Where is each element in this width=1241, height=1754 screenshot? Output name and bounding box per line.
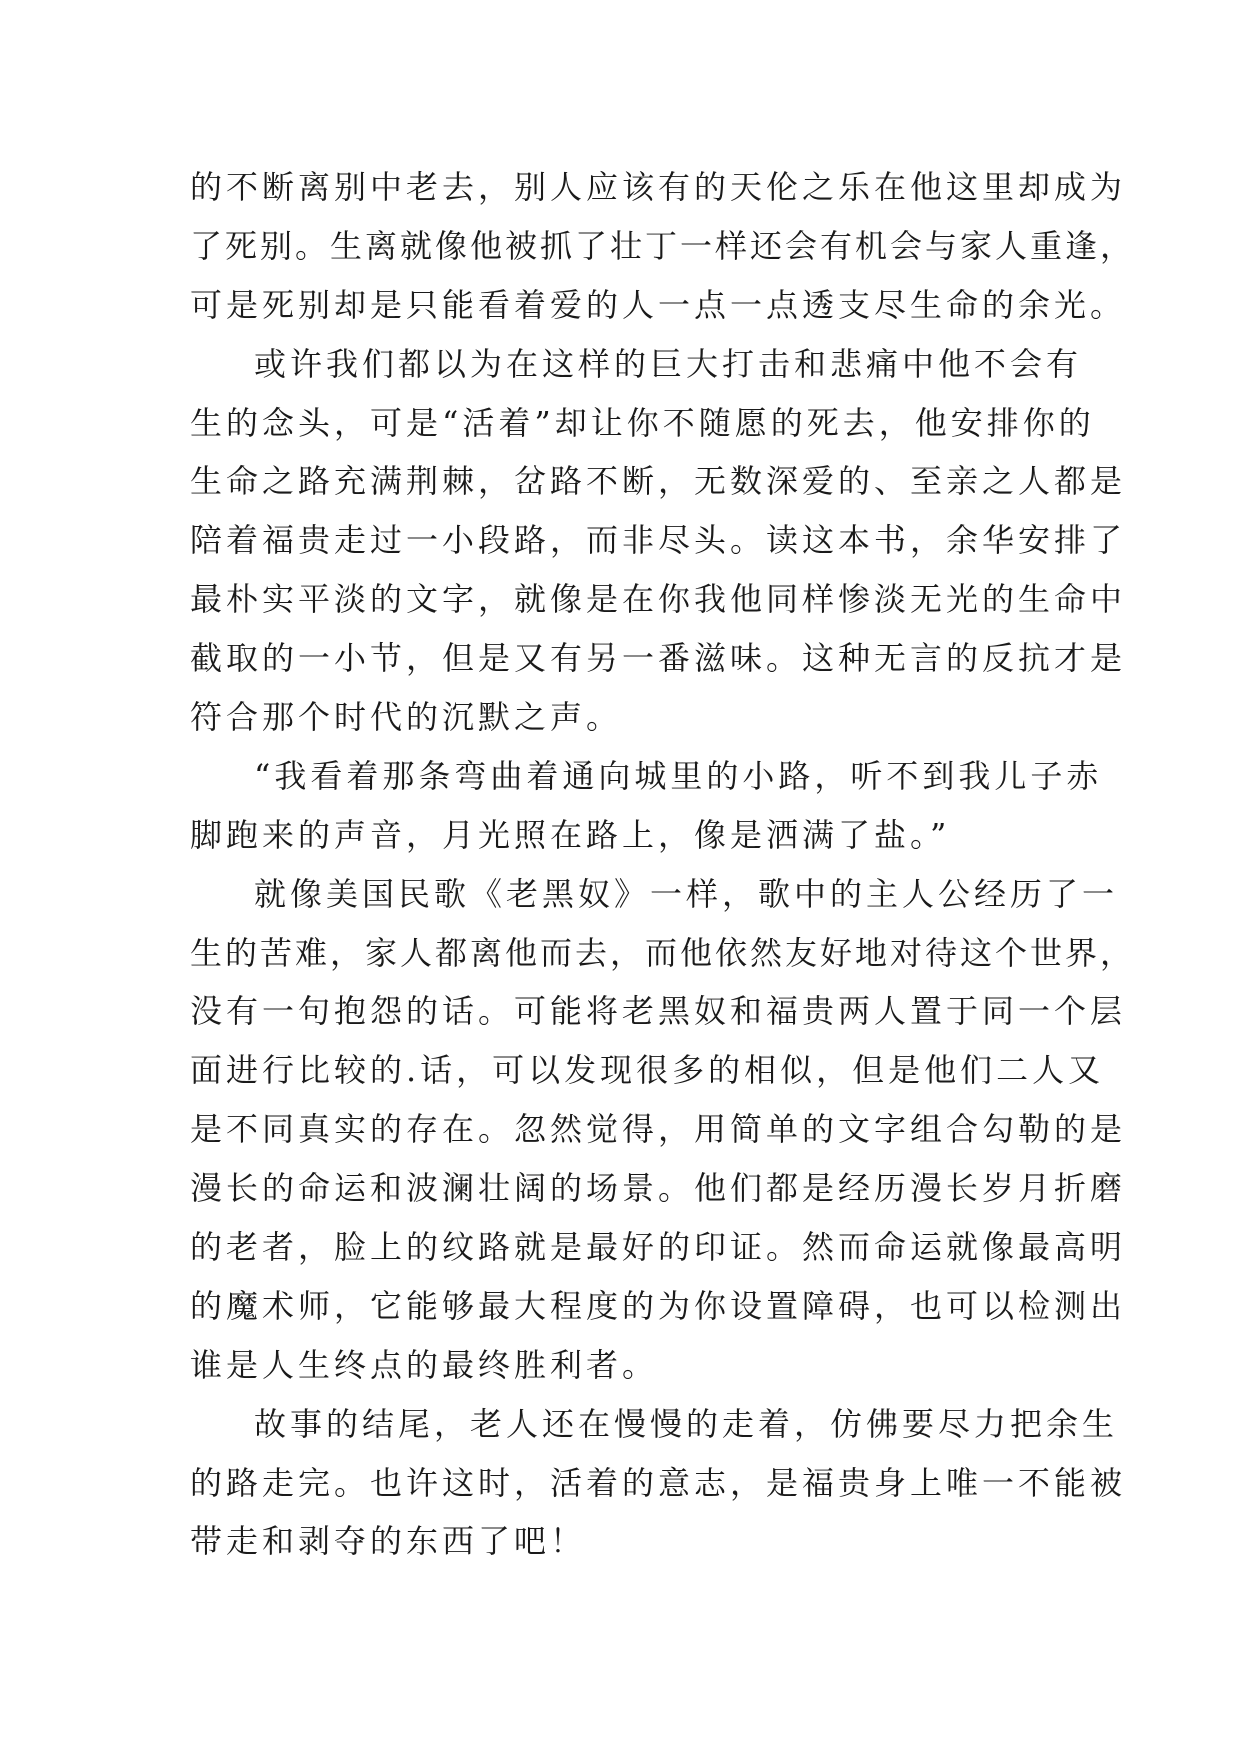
text-line: 生的念头，可是“活着”却让你不随愿的死去，他安排你的: [190, 403, 1095, 442]
text-line: 没有一句抱怨的话。可能将老黑奴和福贵两人置于同一个层: [190, 992, 1127, 1031]
text-line: 最朴实平淡的文字，就像是在你我他同样惨淡无光的生命中: [190, 580, 1127, 619]
text-line: 了死别。生离就像他被抓了壮丁一样还会有机会与家人重逢，: [190, 226, 1136, 265]
text-line: 是不同真实的存在。忽然觉得，用简单的文字组合勾勒的是: [190, 1110, 1127, 1149]
text-line: 可是死别却是只能看着爱的人一点一点透支尽生命的余光。: [190, 285, 1127, 324]
text-line: 生命之路充满荆棘，岔路不断，无数深爱的、至亲之人都是: [190, 462, 1127, 501]
text-line: 的路走完。也许这时，活着的意志，是福贵身上唯一不能被: [190, 1463, 1127, 1502]
text-line: 面进行比较的.话，可以发现很多的相似，但是他们二人又: [190, 1051, 1105, 1090]
text-line: 或许我们都以为在这样的巨大打击和悲痛中他不会有: [254, 344, 1083, 383]
text-line: 生的苦难，家人都离他而去，而他依然友好地对待这个世界，: [190, 933, 1136, 972]
text-line: 就像美国民歌《老黑奴》一样，歌中的主人公经历了一: [254, 874, 1119, 913]
text-line: 漫长的命运和波澜壮阔的场景。他们都是经历漫长岁月折磨: [190, 1169, 1127, 1208]
text-line: 的老者，脸上的纹路就是最好的印证。然而命运就像最高明: [190, 1228, 1127, 1267]
text-line: 截取的一小节，但是又有另一番滋味。这种无言的反抗才是: [190, 639, 1127, 678]
text-line: 故事的结尾，老人还在慢慢的走着，仿佛要尽力把余生: [254, 1404, 1119, 1443]
text-line: 陪着福贵走过一小段路，而非尽头。读这本书，余华安排了: [190, 521, 1127, 560]
text-line: 脚跑来的声音，月光照在路上，像是洒满了盐。”: [190, 815, 951, 854]
text-line: 符合那个时代的沉默之声。: [190, 698, 623, 737]
text-line: 谁是人生终点的最终胜利者。: [190, 1345, 659, 1384]
essay-body: [190, 158, 1136, 1571]
text-line: 的魔术师，它能够最大程度的为你设置障碍，也可以检测出: [190, 1286, 1127, 1325]
text-line: 带走和剥夺的东西了吧！: [190, 1522, 587, 1561]
text-line: “我看着那条弯曲着通向城里的小路，听不到我儿子赤: [254, 756, 1103, 795]
text-line: 的不断离别中老去，别人应该有的天伦之乐在他这里却成为: [190, 168, 1127, 206]
